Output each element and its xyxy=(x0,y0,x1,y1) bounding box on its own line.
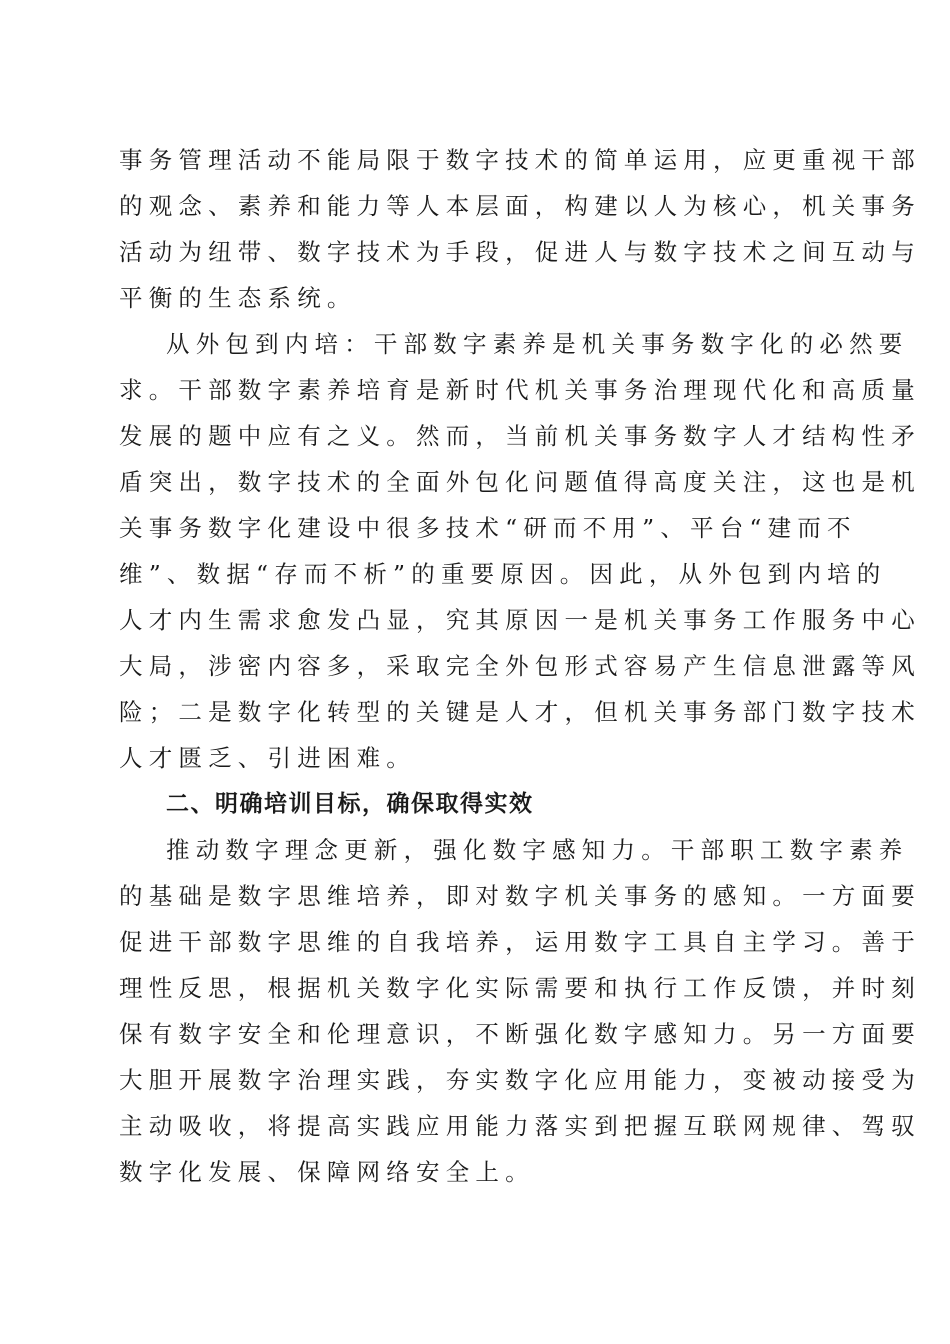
paragraph-2-line-2: 求。干部数字素养培育是新时代机关事务治理现代化和高质量 xyxy=(119,376,921,404)
paragraph-2-line-3: 发展的题中应有之义。然而，当前机关事务数字人才结构性矛 xyxy=(119,422,921,450)
paragraph-2-line-5: 关事务数字化建设中很多技术“研而不用”、平台“建而不 xyxy=(119,514,857,542)
paragraph-3-line-7: 主动吸收，将提高实践应用能力落实到把握互联网规律、驾驭 xyxy=(119,1112,921,1140)
paragraph-2-line-1: 从外包到内培：干部数字素养是机关事务数字化的必然要 xyxy=(166,330,909,358)
paragraph-3-line-4: 理性反思，根据机关数字化实际需要和执行工作反馈，并时刻 xyxy=(119,974,921,1002)
paragraph-2-line-10: 人才匮乏、引进困难。 xyxy=(119,744,416,772)
paragraph-1-line-3: 活动为纽带、数字技术为手段，促进人与数字技术之间互动与 xyxy=(119,238,921,266)
paragraph-2-line-9: 险；二是数字化转型的关键是人才，但机关事务部门数字技术 xyxy=(119,698,921,726)
paragraph-1-line-4: 平衡的生态系统。 xyxy=(119,284,357,312)
section-heading: 二、明确培训目标，确保取得实效 xyxy=(166,791,534,817)
paragraph-1-line-1: 事务管理活动不能局限于数字技术的简单运用，应更重视干部 xyxy=(119,146,921,174)
paragraph-3-line-6: 大胆开展数字治理实践，夯实数字化应用能力，变被动接受为 xyxy=(119,1066,921,1094)
paragraph-3-line-1: 推动数字理念更新，强化数字感知力。干部职工数字素养 xyxy=(166,836,909,864)
paragraph-2-line-7: 人才内生需求愈发凸显，究其原因一是机关事务工作服务中心 xyxy=(119,606,921,634)
paragraph-3-line-2: 的基础是数字思维培养，即对数字机关事务的感知。一方面要 xyxy=(119,882,921,910)
paragraph-3-line-5: 保有数字安全和伦理意识，不断强化数字感知力。另一方面要 xyxy=(119,1020,921,1048)
paragraph-3-line-8: 数字化发展、保障网络安全上。 xyxy=(119,1158,535,1186)
paragraph-3-line-3: 促进干部数字思维的自我培养，运用数字工具自主学习。善于 xyxy=(119,928,921,956)
paragraph-1-line-2: 的观念、素养和能力等人本层面，构建以人为核心，机关事务 xyxy=(119,192,921,220)
paragraph-2-line-8: 大局，涉密内容多，采取完全外包形式容易产生信息泄露等风 xyxy=(119,652,921,680)
paragraph-2-line-4: 盾突出，数字技术的全面外包化问题值得高度关注，这也是机 xyxy=(119,468,921,496)
paragraph-2-line-6: 维”、数据“存而不析”的重要原因。因此，从外包到内培的 xyxy=(119,560,887,588)
